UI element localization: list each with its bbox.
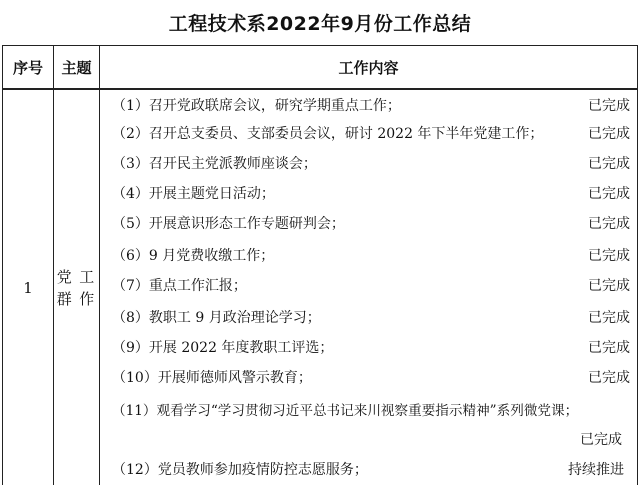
item-status: 已完成	[588, 216, 630, 232]
item-text: （2）召开总支委员、支部委员会议，研讨 2022 年下半年党建工作；	[112, 126, 544, 142]
list-item	[112, 362, 632, 392]
row-topic	[53, 90, 98, 485]
item-text: （4）开展主题党日活动；	[112, 186, 275, 202]
list-item	[112, 332, 632, 362]
list-item	[112, 90, 632, 120]
item-status: 已完成	[588, 370, 630, 386]
topic-line-2: 工作	[79, 267, 95, 308]
item-status: 已完成	[580, 432, 622, 448]
item-status: 已完成	[588, 310, 630, 326]
item-status: 已完成	[588, 278, 630, 294]
item-text: （12）党员教师参加疫情防控志愿服务；	[112, 462, 368, 478]
item-status: 已完成	[588, 248, 630, 264]
item-status: 已完成	[588, 340, 630, 356]
document-title: 工程技术系2022年9月份工作总结	[168, 12, 472, 35]
list-item	[112, 118, 632, 148]
item-status: 持续推进	[568, 462, 624, 478]
table-right-border	[637, 45, 638, 485]
item-text: （5）开展意识形态工作专题研判会；	[112, 216, 345, 232]
item-text: （8）教职工 9 月政治理论学习；	[112, 310, 321, 326]
list-item	[112, 240, 632, 270]
list-item	[112, 302, 632, 332]
item-status: 已完成	[588, 98, 630, 114]
item-text: （6）9 月党费收缴工作；	[112, 248, 275, 264]
item-text: （9）开展 2022 年度教职工评选；	[112, 340, 334, 356]
topic-column-divider	[99, 45, 100, 485]
header-content: 工作内容	[338, 58, 399, 77]
list-item	[112, 208, 632, 238]
list-item	[112, 454, 632, 484]
item-text: （10）开展师德师风警示教育；	[112, 370, 312, 386]
list-item	[112, 178, 632, 208]
item-status: 已完成	[588, 186, 630, 202]
header-topic: 主题	[61, 58, 92, 77]
item-status: 已完成	[588, 156, 630, 172]
row-seq-number: 1	[23, 278, 33, 297]
item-text: （7）重点工作汇报；	[112, 278, 247, 294]
list-item	[112, 270, 632, 300]
item-text: （3）召开民主党派教师座谈会；	[112, 156, 317, 172]
item-text: （11）观看学习“学习贯彻习近平总书记来川视察重要指示精神”系列微党课；	[112, 403, 579, 419]
header-seq: 序号	[12, 58, 43, 77]
item-text: （1）召开党政联席会议，研究学期重点工作；	[112, 98, 401, 114]
topic-line-1: 党群	[56, 267, 72, 308]
list-item	[112, 148, 632, 178]
list-item	[112, 394, 632, 454]
item-status: 已完成	[588, 126, 630, 142]
